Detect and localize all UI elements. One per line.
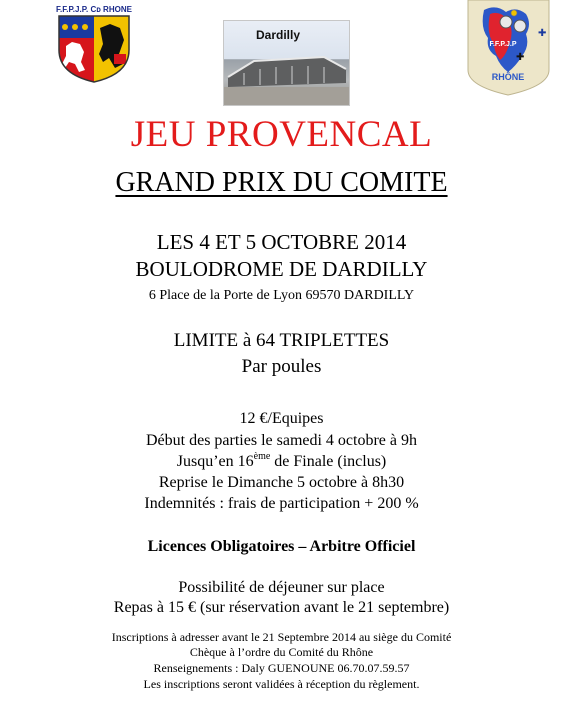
entry-price: 12 €/Equipes xyxy=(239,410,324,427)
play-until-suffix: de Finale (inclus) xyxy=(270,453,387,470)
contact-info: Renseignements : Daly GUENOUNE 06.70.07.59.57 xyxy=(153,661,410,675)
payment-instructions: Chèque à l’ordre du Comité du Rhône xyxy=(189,645,374,659)
event-subtitle-text: GRAND PRIX DU COMITE xyxy=(115,167,448,198)
resume-time: Reprise le Dimanche 5 octobre à 8h30 xyxy=(158,474,405,491)
registration-deadline: Inscriptions à adresser avant le 21 Septembre 2014 au siège du Comité xyxy=(111,630,452,644)
svg-text:✚: ✚ xyxy=(538,28,547,39)
svg-text:F.F.P.J.P. Cᴅ RHONE: F.F.P.J.P. Cᴅ RHONE xyxy=(56,5,132,14)
indemnities: Indemnités : frais de participation + 200 % xyxy=(144,495,419,512)
play-until xyxy=(0,452,563,472)
svg-text:✚: ✚ xyxy=(516,52,525,63)
tournament-format: Par poules xyxy=(241,356,322,377)
registration-validation-note: Les inscriptions seront validées à réception du règlement. xyxy=(143,677,420,691)
meal-price: Repas à 15 € (sur réservation avant le 21 septembre) xyxy=(113,599,450,616)
play-until-superscript: ème xyxy=(253,451,271,462)
lunch-option: Possibilité de déjeuner sur place xyxy=(178,579,385,596)
svg-text:F.F.P.J.P: F.F.P.J.P xyxy=(489,41,517,48)
licences-notice: Licences Obligatoires – Arbitre Officiel xyxy=(147,538,416,555)
play-until-prefix: Jusqu’en 16 xyxy=(176,453,254,470)
ffpjp-rhone-map-logo xyxy=(466,0,551,96)
team-limit: LIMITE à 64 TRIPLETTES xyxy=(173,330,390,351)
event-dates: LES 4 ET 5 OCTOBRE 2014 xyxy=(156,230,407,254)
event-venue: BOULODROME DE DARDILLY xyxy=(135,257,428,281)
event-subtitle xyxy=(0,166,563,200)
photo-label: Dardilly xyxy=(256,28,301,42)
boulodrome-photo xyxy=(223,20,350,106)
event-address: 6 Place de la Porte de Lyon 69570 DARDILLY xyxy=(148,288,415,303)
svg-text:RHÔNE: RHÔNE xyxy=(491,72,525,82)
event-title: JEU PROVENCAL xyxy=(130,114,433,155)
ffpjp-rhone-shield-logo xyxy=(56,2,132,84)
start-time: Début des parties le samedi 4 octobre à 9h xyxy=(145,432,418,449)
